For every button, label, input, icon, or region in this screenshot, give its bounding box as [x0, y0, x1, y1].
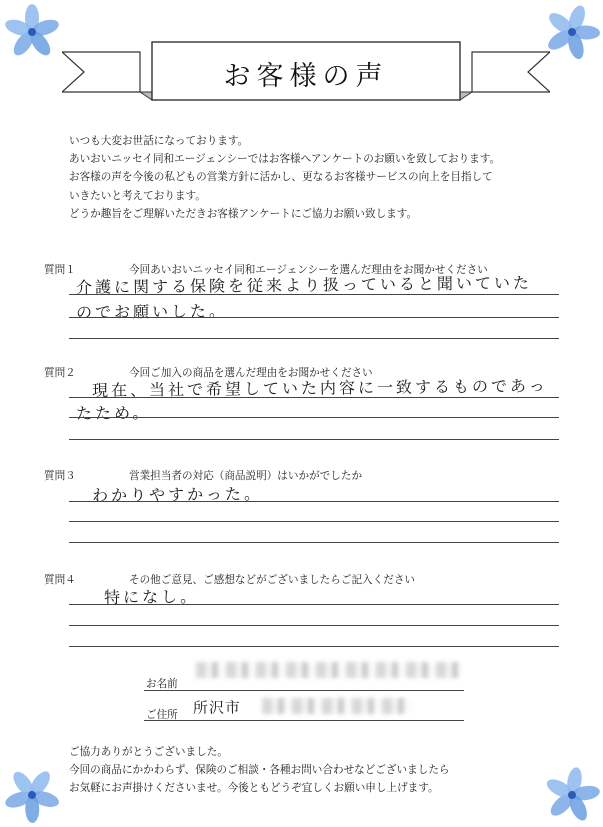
page-title: お客様の声: [223, 61, 389, 92]
blue-flower-icon: [542, 2, 602, 62]
question-text: 今回ご加入の商品を選んだ理由をお聞かせください: [129, 367, 373, 379]
question-heading: [44, 468, 362, 483]
blue-flower-icon: [2, 2, 62, 62]
intro-line: お客様の声を今後の私どもの営業方針に活かし、更なるお客様サービスの向上を目指して: [69, 171, 493, 184]
closing-line: 今回の商品にかかわらず、保険のご相談・各種お問い合わせなどございましたら: [69, 764, 450, 777]
answer-line: [69, 439, 559, 440]
handwritten-answer: わかりやすかった。: [91, 484, 264, 505]
name-label: お名前: [146, 678, 178, 690]
address-handwritten: 所沢市: [192, 698, 242, 717]
handwritten-answer: 特になし。: [103, 587, 200, 607]
question-heading: [44, 572, 415, 587]
question-3: [44, 468, 559, 548]
answer-line: [69, 542, 559, 543]
handwritten-answer: のでお願いした。: [75, 301, 229, 322]
answer-line: [69, 397, 559, 398]
answer-line: [69, 417, 559, 418]
blue-flower-icon: [2, 765, 62, 825]
question-1: [44, 262, 559, 342]
address-redacted: [262, 698, 412, 714]
question-text: その他ご意見、ご感想などがございましたらご記入ください: [129, 574, 416, 586]
intro-line: いつも大変お世話になっております。: [69, 135, 249, 147]
answer-line: [69, 604, 559, 605]
name-line: [144, 690, 464, 691]
closing-line: ご協力ありがとうございました。: [69, 746, 228, 758]
question-number: 質問１: [44, 264, 76, 276]
question-text: 今回あいおいニッセイ同和エージェンシーを選んだ理由をお聞かせください: [129, 264, 488, 276]
closing-line: お気軽にお声掛けくださいませ。今後ともどうぞ宜しくお願い申し上げます。: [69, 782, 439, 795]
answer-line: [69, 501, 559, 502]
answer-line: [69, 338, 559, 339]
name-redacted: [196, 662, 461, 678]
answer-line: [69, 646, 559, 647]
address-line: [144, 720, 464, 721]
title-banner: [62, 40, 550, 102]
handwritten-answer: たため。: [75, 403, 152, 423]
intro-line: いきたいと考えております。: [69, 189, 206, 202]
answer-line: [69, 317, 559, 318]
question-text: 営業担当者の対応（商品説明）はいかがでしたか: [129, 470, 363, 482]
intro-paragraph: [69, 132, 569, 223]
blue-flower-icon: [542, 765, 602, 825]
question-number: 質問２: [44, 367, 76, 379]
handwritten-answer: 介護に関する保険を従来より扱っていると聞いていた: [75, 273, 533, 297]
question-number: 質問３: [44, 470, 76, 482]
question-number: 質問４: [44, 574, 76, 586]
answer-line: [69, 294, 559, 295]
closing-paragraph: [69, 743, 450, 798]
intro-line: あいおいニッセイ同和エージェンシーではお客様へアンケートのお願いを致しております。: [69, 153, 501, 166]
question-4: [44, 572, 559, 652]
handwritten-answer: 現在、当社で希望していた内容に一致するものであっ: [91, 376, 548, 400]
address-label: ご住所: [146, 709, 178, 721]
answer-line: [69, 521, 559, 522]
answer-line: [69, 625, 559, 626]
question-2: [44, 365, 559, 445]
intro-line: どうか趣旨をご理解いただきお客様アンケートにご協力お願い致します。: [69, 207, 418, 220]
